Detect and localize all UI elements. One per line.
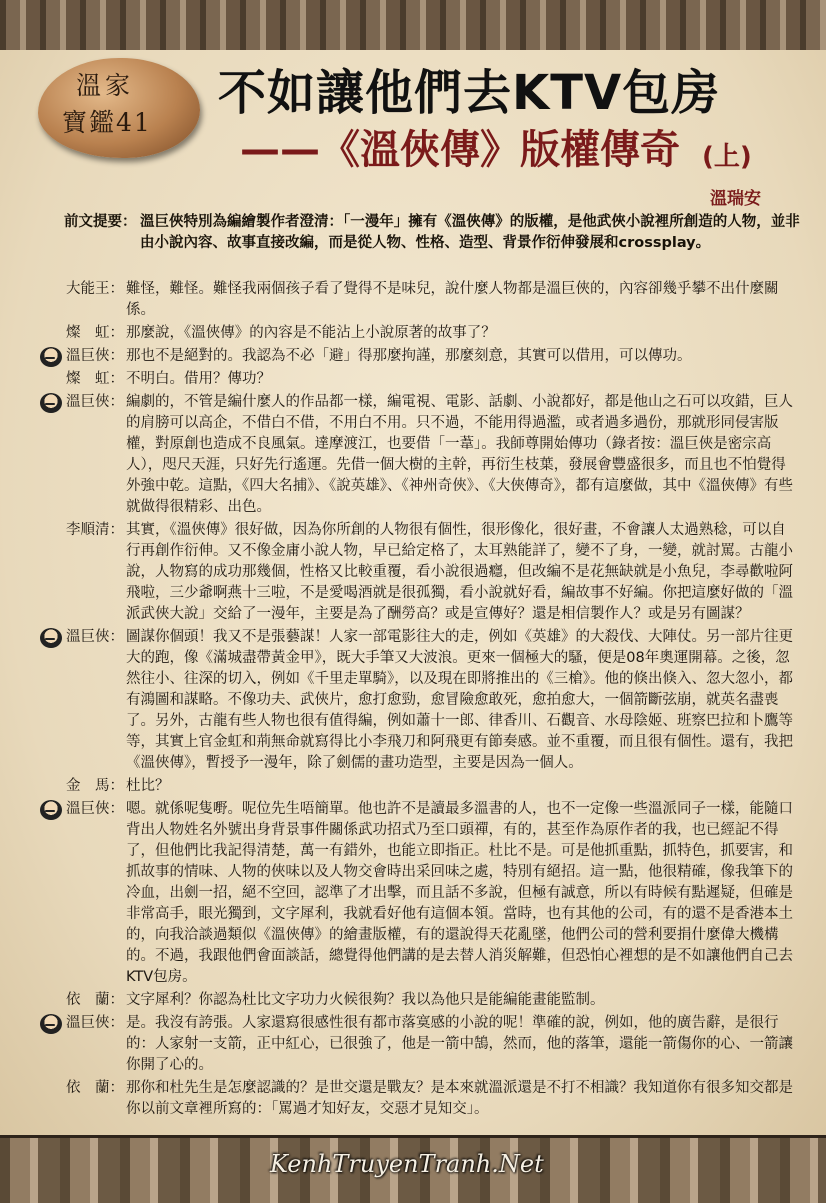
dialogue-text: 嗯。就係呢隻嘢。呢位先生唔簡單。他也許不是讀最多溫書的人，也不一定像一些溫派同子一樣，能隨口背出人物姓名外號出身背景事件關係武功招式乃至口頭禪，有的，甚至作為原作者的我，也已經記不得了，但他們比我記得清楚，萬一有錯外，也能立即指正。杜比不是。可是他抓重點，抓特色，抓要害，和抓故事的情味、人物的俠味以及人物交會時出采回味之處，特別有絕招。這一點，他很精確，像我筆下的冷血，出劍一招，絕不空回，認準了才出擊，而且話不多說，但極有誠意，所以有時候有點遲疑，但確是非常高手，眼光獨到，文字犀利，我就看好他有這個本領。當時，也有其他的公司，有的還不是香港本土的，向我洽談過類似《溫俠傳》的繪畫版權，有的還說得天花亂墜，他們公司的營利要捐什麼偉大機構的。不過，我跟他們會面談話，總覺得他們講的是去替人消災解難，但恐怕心裡想的是不如讓他們自己去KTV包房。 (126, 801, 793, 985)
author-name: 溫瑞安 (710, 189, 761, 209)
summary-label: 前文提要： (64, 214, 137, 230)
dialogue-entry (40, 520, 800, 625)
speaker-portrait-icon (40, 393, 62, 413)
dialogue-entry (40, 346, 800, 367)
dialogue-entry (40, 1078, 800, 1120)
dialogue-text: 圖謀你個頭！我又不是張藝謀！人家一部電影往大的走，例如《英雄》的大殺伐、大陣仗。另一部片往更大的跑，像《滿城盡帶黃金甲》，既大手筆又大波浪。更來一個極大的騷，便是08年奧運開幕。之後，忽然往小、往深的切入，例如《千里走單騎》，以及現在即將推出的《三槍》。他的倏出倏入、忽大忽小，都有鴻圖和謀略。不像功夫、武俠片，愈打愈勁，愈冒險愈敢死，愈拍愈大，一個箭斷弦崩，就英名盡喪了。另外，古龍有些人物也很有值得編，例如蕭十一郎、律香川、石觀音、水母陰姬、班察巴拉和卜鷹等等，其實上官金虹和荊無命就寫得比小李飛刀和阿飛更有節奏感。並不重覆，而且很有個性。還有，我把《溫俠傳》，暫授予一漫年，除了劍儒的畫功造型，主要是因為一個人。 (126, 629, 793, 771)
speaker-name: 金 馬： (66, 778, 124, 794)
page-title: 不如讓他們去KTV包房 (218, 65, 721, 121)
dialogue-entry (40, 279, 800, 321)
speaker-name: 依 蘭： (66, 1080, 124, 1096)
top-ornamental-frame (0, 0, 826, 53)
speaker-name: 溫巨俠： (66, 629, 124, 645)
speaker-portrait-icon (40, 347, 62, 367)
dialogue-list (40, 279, 800, 1122)
dialogue-entry (40, 627, 800, 774)
logo-text-line2: 寶鑑41 (62, 108, 152, 137)
logo-text-line1: 溫家 (76, 71, 135, 100)
speaker-name: 燦 虹： (66, 371, 124, 387)
dialogue-entry (40, 799, 800, 988)
summary-text: 溫巨俠特別為編繪製作者澄清：「一漫年」擁有《溫俠傳》的版權，是他武俠小說裡所創造的人物，並非由小說內容、故事直接改編，而是從人物、性格、造型、背景作衍伸發展和crossplay。 (140, 214, 800, 251)
speaker-name: 大能王： (66, 281, 124, 297)
speaker-name: 依 蘭： (66, 992, 124, 1008)
dialogue-text: 是。我沒有誇張。人家還寫很感性很有都市落寞感的小說的呢！準確的說，例如，他的廣告辭，是很行的：人家射一支箭，正中紅心，已很強了，他是一箭中鵠，然而，他的落筆，還能一箭傷你的心、一箭讓你開了心的。 (126, 1015, 793, 1073)
dialogue-text: 不明白。借用？傳功？ (126, 371, 271, 387)
part-indicator: (上) (702, 142, 752, 172)
watermark: KenhTruyenTranh.Net (270, 1150, 544, 1178)
speaker-name: 溫巨俠： (66, 348, 124, 364)
dialogue-entry (40, 776, 800, 797)
dialogue-entry (40, 990, 800, 1011)
dialogue-entry (40, 1013, 800, 1076)
dialogue-text: 難怪，難怪。難怪我兩個孩子看了覺得不是味兒，說什麼人物都是溫巨俠的，內容卻幾乎攀不出什麼關係。 (126, 281, 779, 318)
speaker-name: 溫巨俠： (66, 801, 124, 817)
speaker-name: 李順清： (66, 522, 124, 538)
speaker-name: 燦 虹： (66, 325, 124, 341)
dialogue-text: 那也不是絕對的。我認為不必「避」得那麼拘謹，那麼刻意，其實可以借用，可以傳功。 (126, 348, 692, 364)
dialogue-text: 杜比？ (126, 778, 170, 794)
page-subtitle: ——《溫俠傳》版權傳奇 (240, 127, 680, 173)
dialogue-entry (40, 369, 800, 390)
speaker-portrait-icon (40, 800, 62, 820)
dialogue-entry (40, 392, 800, 518)
dialogue-text: 編劇的，不管是編什麼人的作品都一樣，編電視、電影、話劇、小說都好，都是他山之石可以攻錯，巨人的肩膀可以高企，不借白不借，不用白不用。只不過，不能用得過濫，或者過多過份，那就形同侵害版權，對原創也造成不良風氣。達摩渡江，也要借「一葦」。我師尊開始傳功（錄者按：溫巨俠是密宗高人），咫尺天涯，只好先行遙運。先借一個大樹的主幹，再衍生枝葉，發展會豐盛很多，而且也不怕覺得外強中乾。這點，《四大名捕》、《說英雄》、《神州奇俠》、《大俠傳奇》，都有這麼做，其中《溫俠傳》有些就做得很精彩、出色。 (126, 394, 793, 515)
dialogue-text: 其實，《溫俠傳》很好做，因為你所創的人物很有個性，很形像化，很好畫，不會讓人太過熟稔，可以自行再創作衍伸。又不像金庸小說人物，早已給定格了，太耳熟能詳了，變不了身，一變，就討罵。古龍小說，人物寫的成功那幾個，性格又比較重覆，看小說很過癮，但改編不是花無缺就是小魚兒，李尋歡啦阿飛啦，三少爺啊燕十三啦，不是愛喝酒就是很孤獨，看小說就好看，編故事不好編。你把這麼好做的「溫派武俠大說」交給了一漫年，主要是為了酬勞高？或是宣傳好？還是相信製作人？或是另有圖謀？ (126, 522, 793, 622)
speaker-portrait-icon (40, 628, 62, 648)
speaker-name: 溫巨俠： (66, 394, 124, 410)
dialogue-text: 那你和杜先生是怎麼認識的？是世交還是戰友？是本來就溫派還是不打不相識？我知道你有很多知交都是你以前文章裡所寫的：「罵過才知好友，交惡才見知交」。 (126, 1080, 793, 1117)
summary-block (64, 212, 806, 254)
dialogue-entry (40, 323, 800, 344)
speaker-portrait-icon (40, 1014, 62, 1034)
dialogue-text: 文字犀利？你認為杜比文字功力火候很夠？我以為他只是能編能畫能監制。 (126, 992, 605, 1008)
dialogue-text: 那麼說，《溫俠傳》的內容是不能沾上小說原著的故事了？ (126, 325, 496, 341)
speaker-name: 溫巨俠： (66, 1015, 124, 1031)
